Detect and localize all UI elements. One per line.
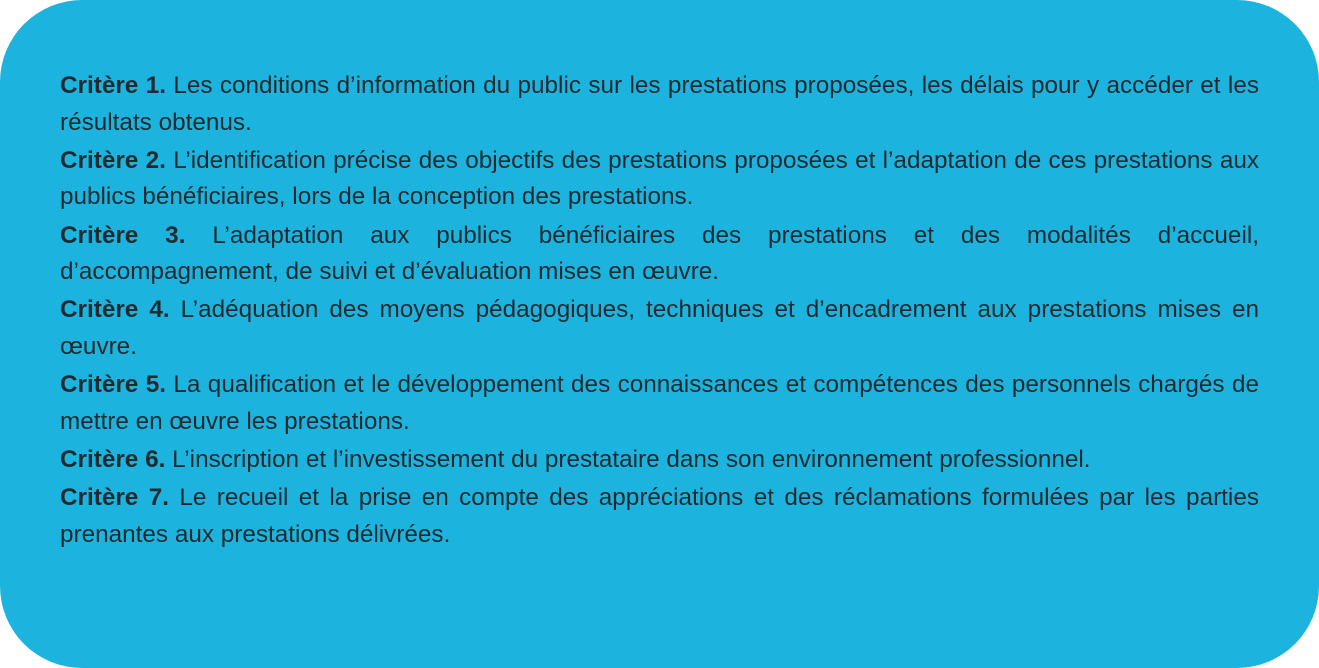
criterion-1-text: Les conditions d’information du public sur les prestations proposées, les délais pour y accéder et les résultats obtenus. xyxy=(60,72,1259,136)
criterion-5-text: La qualification et le développement des connaissances et compétences des personnels chargés de mettre en œuvre les prestations. xyxy=(60,371,1259,435)
criterion-5 xyxy=(60,367,1259,440)
criterion-4-label: Critère 4. xyxy=(60,296,170,324)
criterion-2-text: L’identification précise des objectifs des prestations proposées et l’adaptation de ces prestations aux publics bénéficiaires, lors de la conception des prestations. xyxy=(60,146,1259,211)
criterion-7-text: Le recueil et la prise en compte des appréciations et des réclamations formulées par les parties prenantes aux prestations délivrées. xyxy=(60,484,1259,548)
criterion-3 xyxy=(60,218,1259,291)
criterion-1 xyxy=(60,68,1259,141)
criterion-2-label: Critère 2. xyxy=(60,146,166,174)
criterion-3-text: L’adaptation aux publics bénéficiaires des prestations et des modalités d’accueil, d’accompagnement, de suivi et d’évaluation mises en œuvre. xyxy=(60,221,1259,286)
criterion-2 xyxy=(60,143,1259,216)
criterion-4-text: L’adéquation des moyens pédagogiques, techniques et d’encadrement aux prestations mises en œuvre. xyxy=(60,296,1259,360)
criterion-6-label: Critère 6. xyxy=(60,445,166,473)
criterion-4 xyxy=(60,292,1259,365)
criterion-1-label: Critère 1. xyxy=(60,72,166,99)
criterion-7 xyxy=(60,480,1259,553)
criterion-6-text: L’inscription et l’investissement du prestataire dans son environnement professionnel. xyxy=(172,445,1091,473)
criterion-5-label: Critère 5. xyxy=(60,371,166,399)
criterion-7-label: Critère 7. xyxy=(60,484,169,512)
criterion-6 xyxy=(60,442,1259,479)
criterion-3-label: Critère 3. xyxy=(60,221,186,249)
